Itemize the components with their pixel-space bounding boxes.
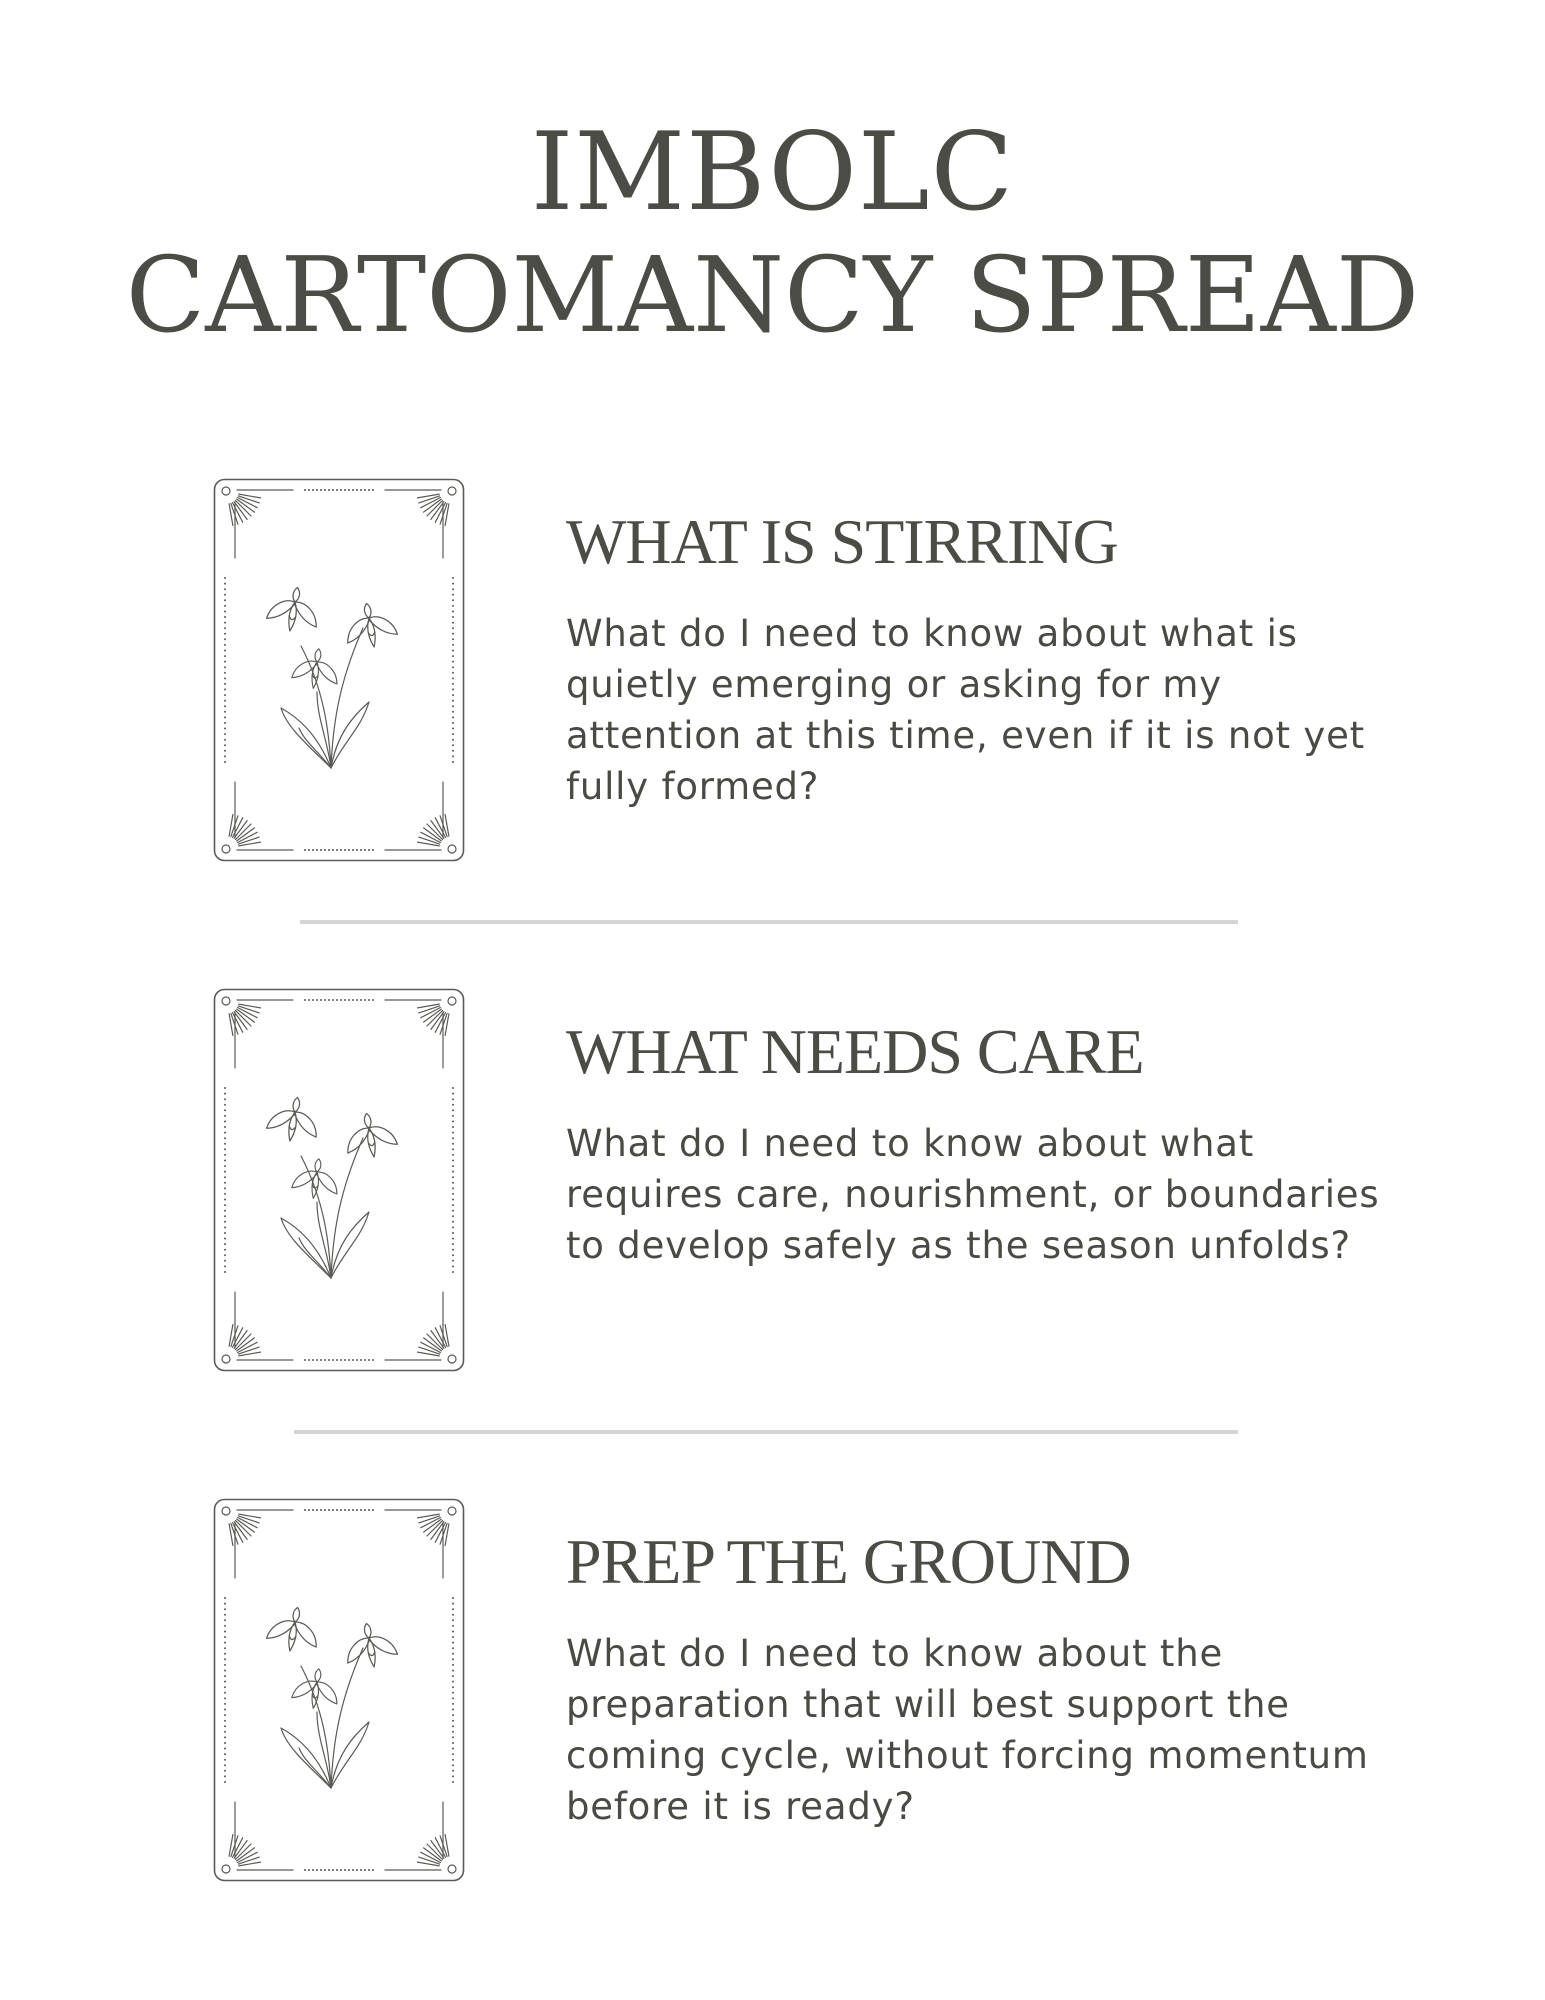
section-divider	[294, 1430, 1238, 1434]
position-heading: WHAT IS STIRRING	[566, 506, 1118, 577]
title-line-1: IMBOLC	[530, 110, 1015, 235]
card-illustration	[213, 1498, 465, 1882]
position-question: What do I need to know about what is quietly emerging or asking for my attention at this time, even if it is not yet fully formed?	[566, 612, 1365, 808]
position-question: What do I need to know about what requires care, nourishment, or boundaries to develop safely as the season unfolds?	[566, 1122, 1380, 1267]
page-title	[0, 112, 1545, 356]
section-divider	[300, 920, 1238, 924]
title-line-2: CARTOMANCY SPREAD	[125, 234, 1420, 356]
snowdrop-flower-icon	[213, 478, 465, 862]
card-illustration	[213, 988, 465, 1372]
position-question: What do I need to know about the preparation that will best support the coming cycle, without forcing momentum before it is ready?	[566, 1632, 1369, 1828]
spread-position-2	[0, 988, 1545, 1388]
spread-position-3	[0, 1498, 1545, 1898]
position-heading: PREP THE GROUND	[566, 1526, 1131, 1597]
snowdrop-flower-icon	[213, 1498, 465, 1882]
spread-position-1	[0, 478, 1545, 878]
position-heading: WHAT NEEDS CARE	[566, 1016, 1144, 1087]
card-illustration	[213, 478, 465, 862]
snowdrop-flower-icon	[213, 988, 465, 1372]
